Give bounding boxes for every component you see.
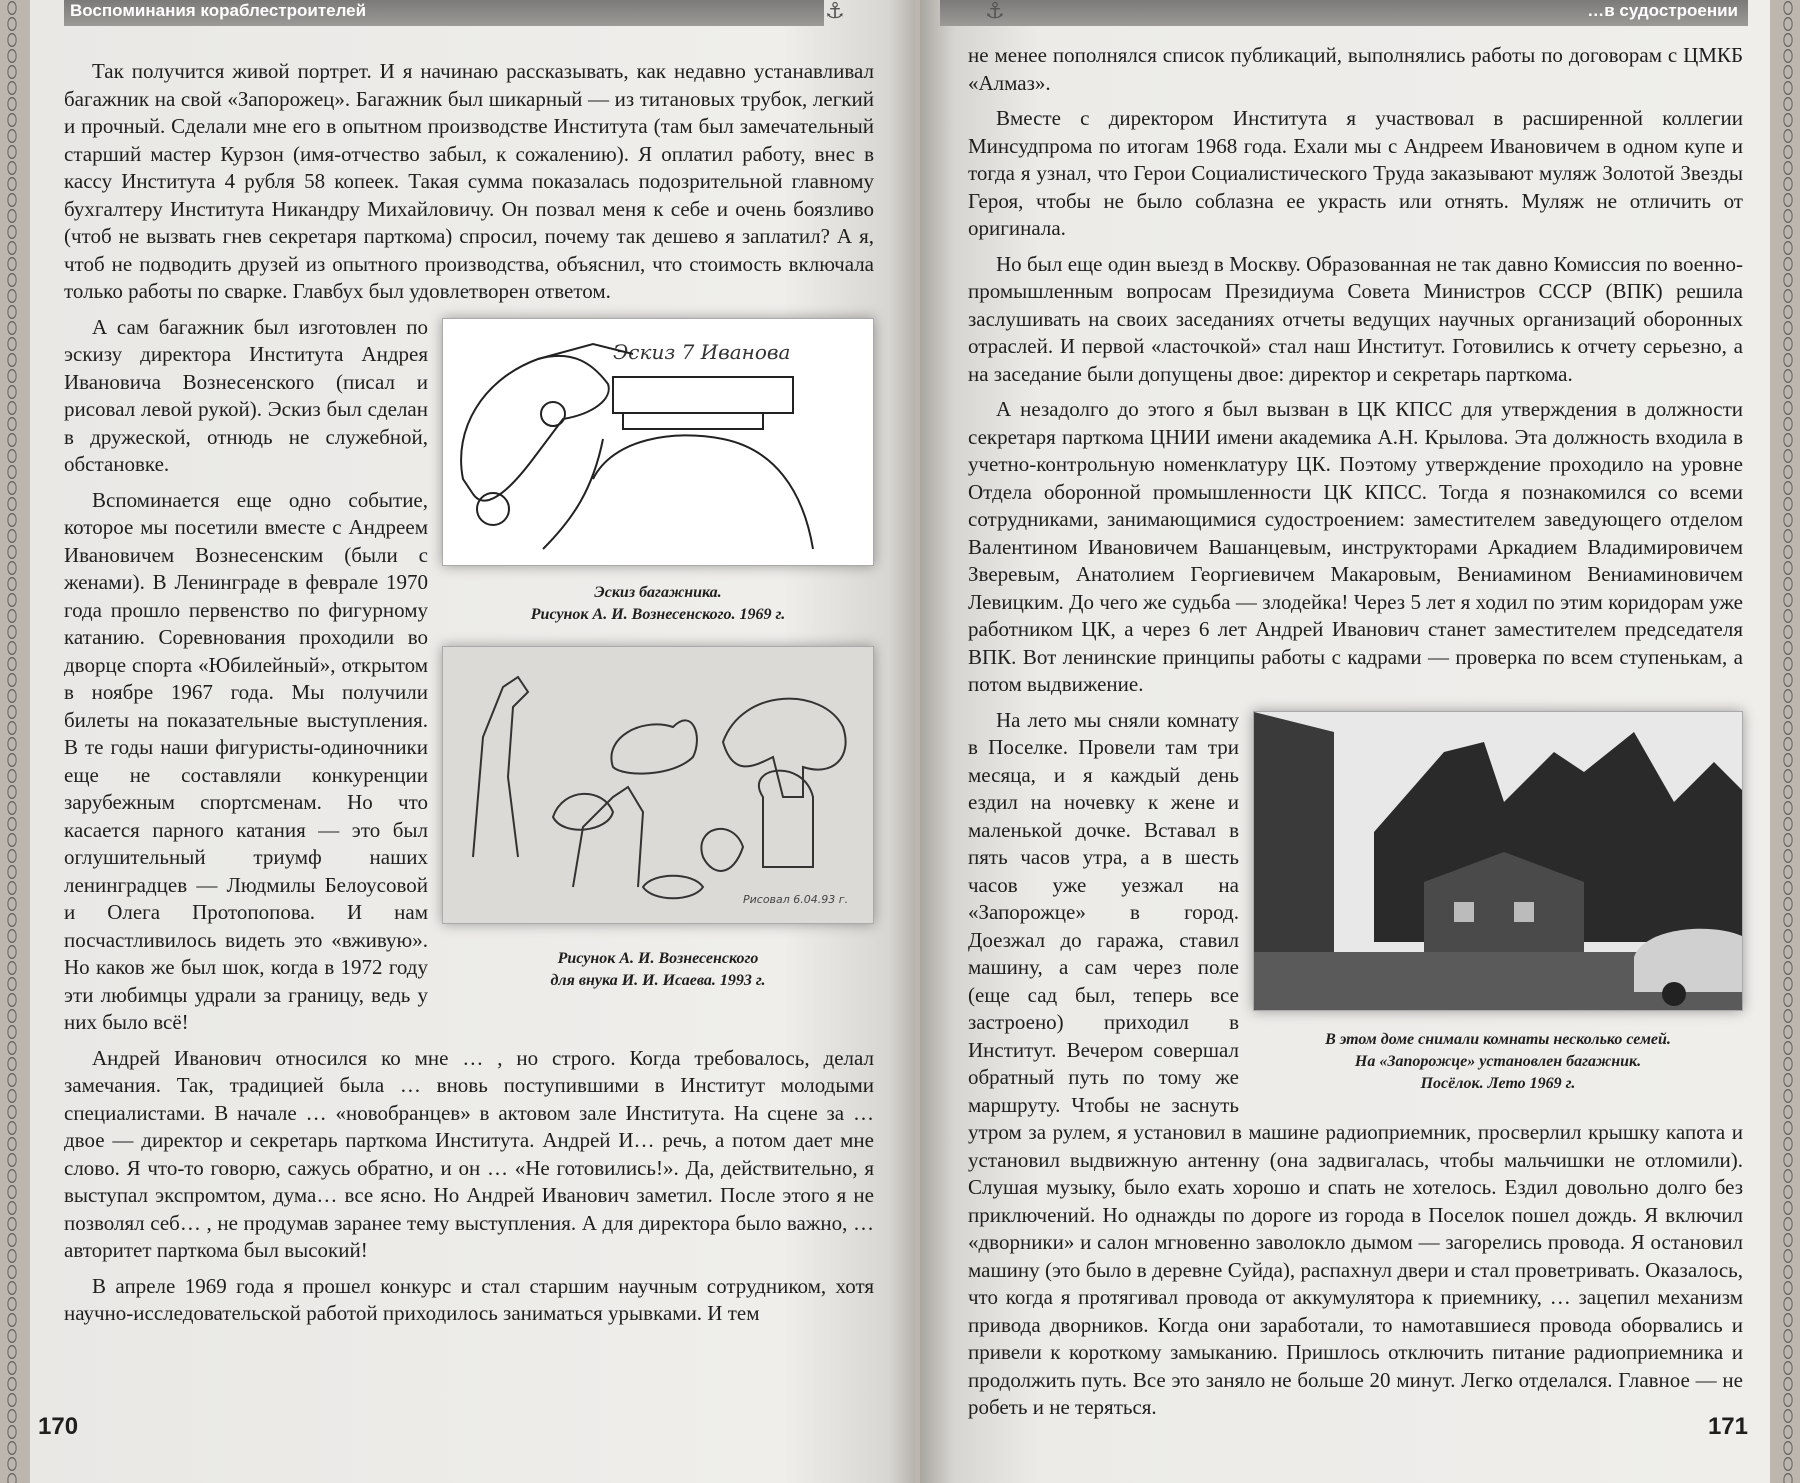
caption-line: В этом доме снимали комнаты несколько семей. xyxy=(1325,1030,1671,1048)
figure-caption xyxy=(1253,1029,1743,1095)
figure-house-photo xyxy=(1253,711,1743,1095)
paragraph: не менее пополнялся список публикаций, выполнялись работы по договорам с ЦМКБ «Алмаз». xyxy=(968,43,1743,95)
paragraph: Андрей Иванович относился ко мне … , но строго. Когда требовалось, делал замечания. Так, традицией была … вновь поступившими в Институт молодыми специалистами. В начале … «новобранцев» в актовом зале Института. На сцене за … двое — директор и секретарь парткома Института. Андрей И… речь, а потом дает мне слово. Я что-то говорю, сажусь обратно, и он … «Не готовились!». Да, действительно, я выступал экспромтом, дума… все ясно. Но Андрей Иванович заметил. После этого я не позволял себ… , не продумав заранее тему выступления. А для директора было важно, … авторитет парткома был высокий! xyxy=(64,1045,874,1262)
paragraph: На лето мы сняли комнату в Поселке. Провели там три месяца, и я каждый день ездил на ночевку к жене и маленькой дочке. Вставал в пять часов утра, а в шесть часов уже уезжал на «Запорожце» в город. Доезжал до гаража, ставил машину, а сам через поле (еще сад был, теперь все застроено) приходил в Институт. Вечером совершал обратный путь по тому же маршруту. Чтобы не заснуть утром за рулем, я установил в машине радиоприемник, просверлил крышку капота и установил выдвижную антенну (она задвигалась, чтобы мальчишки не отломили). Слушая музыку, было ехать хорошо и спать не хотелось. Ездил довольно долго без приключений. Но однажды по дороге из города в Поселок пошел дождь. Я включил «дворники» и салон мгновенно заволокло дымом — загорелись провода. Я остановил машину (это было в деревне Суйда), распахнул двери и стал проветривать. Оказалось, что когда я протягивал провода от аккумулятора к приемнику, … зацепил механизм привода дворников. Когда они заработали, то намотавшиеся провода оборвались и привели к короткому замыканию. Пришлось отключить питание радиоприемника и продолжить путь. Все это заняло не больше 20 минут. Легко отделался. Главное — не робеть и не теряться. xyxy=(968,707,1743,1419)
figure-sketch xyxy=(442,318,874,992)
right-chain-decoration xyxy=(1776,0,1800,1483)
drawing-signature: Рисовал 6.04.93 г. xyxy=(743,892,849,906)
caption-line: Эскиз багажника. xyxy=(594,583,722,601)
caption-line: На «Запорожце» установлен багажник. xyxy=(1354,1052,1642,1070)
anchor-emblem-icon: ⚓ xyxy=(985,0,1005,24)
running-header: …в судостроении xyxy=(940,0,1748,26)
anchor-emblem-icon: ⚓ xyxy=(825,0,845,24)
caption-line: Рисунок А. И. Вознесенского xyxy=(557,949,759,967)
figure-caption xyxy=(442,582,874,626)
caption-line: для внука И. И. Исаева. 1993 г. xyxy=(550,971,766,989)
page-number: 170 xyxy=(38,1413,79,1440)
paragraph: А сам багажник был изготовлен по эскизу директора Института Андрея Ивановича Вознесенского (писал и рисовал левой рукой). Эскиз был сделан в дружеской, отнюдь не служебной, обстановке. xyxy=(64,314,428,476)
left-page-body xyxy=(64,58,874,1336)
house-photo-image xyxy=(1253,711,1743,1011)
paragraph: В апреле 1969 года я прошел конкурс и стал старшим научным сотрудником, хотя научно-исследовательской работой приходилось заниматься урывками. И тем xyxy=(64,1273,874,1325)
caption-line: Посёлок. Лето 1969 г. xyxy=(1420,1074,1576,1092)
sketch-image xyxy=(442,318,874,566)
paragraph: Но был еще один выезд в Москву. Образованная не так давно Комиссия по военно-промышленным вопросам Президиума Совета Министров СССР (ВПК) решила заслушивать на своих заседаниях отчеты ведущих научных организаций оборонных отраслей. И первой «ласточкой» стал наш Институт. Готовились к отчету серьезно, а на заседание были допущены двое: директор и секретарь парткома. xyxy=(968,251,1743,386)
right-page xyxy=(920,0,1770,1483)
running-header: Воспоминания кораблестроителей xyxy=(64,0,824,26)
sketch-handwriting: Эскиз 7 Иванова xyxy=(613,339,791,364)
figure-caption xyxy=(442,948,874,992)
left-page xyxy=(30,0,915,1483)
page-number: 171 xyxy=(1707,1413,1748,1440)
paragraph: Вспоминается еще одно событие, которое мы посетили вместе с Андреем Ивановичем Вознесенским (были с женами). В Ленинграде в феврале 1970 года прошло первенство по фигурному катанию. Соревнования проходили во дворце спорта «Юбилейный», открытом в ноябре 1967 года. Мы получили билеты на показательные выступления. В те годы наши фигуристы-одиночники еще не составляли конкуренции зарубежным спортсменам. Но что касается парного катания — это был оглушительный триумф наших ленинградцев — Людмилы Белоусовой и Олега Протопопова. И нам посчастливилось видеть это «вживую». Но каков же был шок, когда в 1972 году эти любимцы удрали за границу, ведь у них было всё! xyxy=(64,487,428,1034)
animals-drawing-image xyxy=(442,646,874,924)
left-chain-decoration xyxy=(0,0,24,1483)
paragraph: Вместе с директором Института я участвовал в расширенной коллегии Минсудпрома по итогам 1968 года. Ехали мы с Андреем Ивановичем в одном купе и тогда я узнал, что Герои Социалистического Труда заказывают муляж Золотой Звезды Героя, чтобы не было соблазна ее украсть или отнять. Муляж не отличить от оригинала. xyxy=(968,106,1743,240)
right-page-body xyxy=(968,42,1743,1430)
caption-line: Рисунок А. И. Вознесенского. 1969 г. xyxy=(530,605,786,623)
paragraph: Так получится живой портрет. И я начинаю рассказывать, как недавно устанавливал багажник на свой «Запорожец». Багажник был шикарный — из титановых трубок, легкий и прочный. Сделали мне его в опытном производстве Института (там был замечательный старший мастер Курзон (имя-отчество забыл, к сожалению). Я оплатил работу, внес в кассу Института 4 рубля 58 копеек. Такая сумма показалась подозрительной главному бухгалтеру Института Никандру Михайловичу. Он позвал меня к себе и очень боязливо (чтоб не вызвать гнев секретаря парткома) спросил, почему так дешево я заплатил? А я, чтоб не подводить друзей из опытного производства, объяснил, что стоимость включала только работы по сварке. Главбух был удовлетворен ответом. xyxy=(64,59,874,303)
paragraph: А незадолго до этого я был вызван в ЦК КПСС для утверждения в должности секретаря парткома ЦНИИ имени академика А.Н. Крылова. Эта должность входила в учетно-контрольную номенклатуру ЦК. Поэтому утверждение проходило на уровне Отдела оборонной промышленности ЦК КПСС. Тогда я познакомился со всеми сотрудниками, занимающимися судостроением: заместителем заведующего отделом Валентином Ивановичем Вашанцевым, инструкторами Аркадием Владимировичем Зверевым, Анатолием Георгиевичем Макаровым, Вениамином Вениаминовичем Левицким. До чего же судьба — злодейка! Через 5 лет я ходил по этим коридорам уже работником ЦК, а через 6 лет Андрей Иванович станет заместителем председателя ВПК. Вот ленинские принципы работы с кадрами — проверка по всем ступенькам, а потом выдвижение. xyxy=(968,397,1743,696)
